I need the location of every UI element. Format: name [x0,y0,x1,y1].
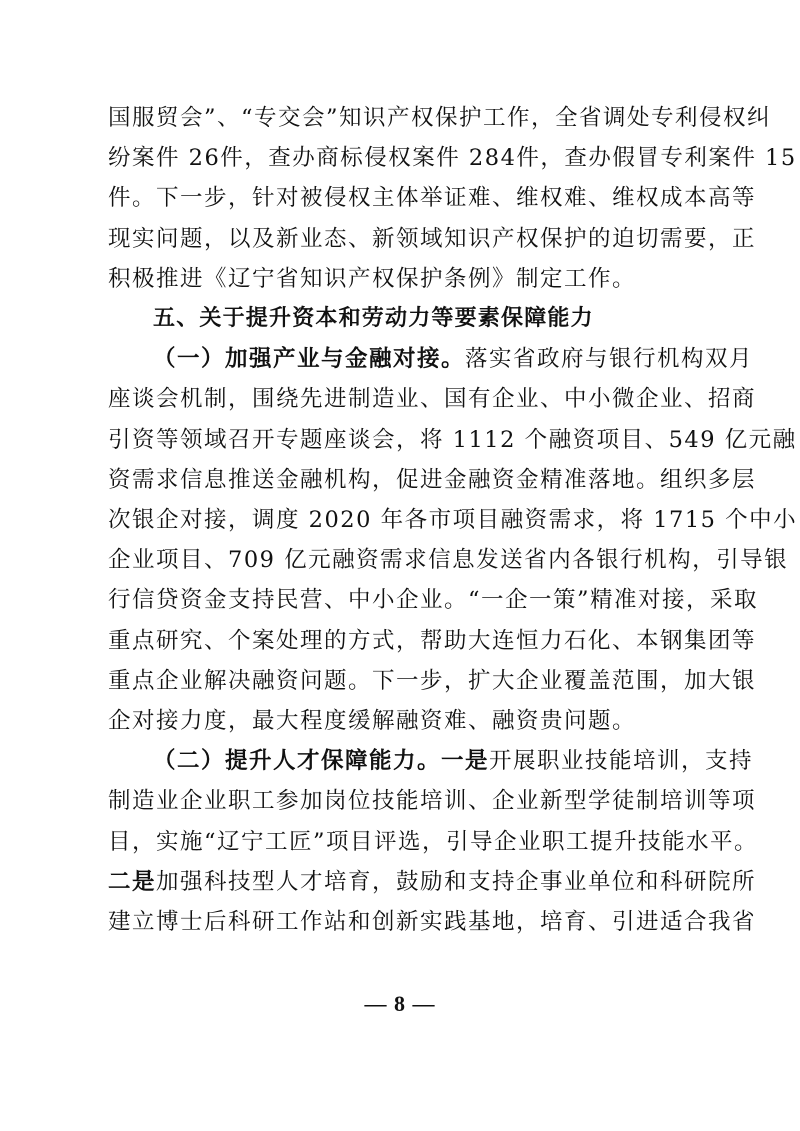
text-line: 制造业企业职工参加岗位技能培训、企业新型学徒制培训等项 [108,788,757,815]
text-line: 行信贷资金支持民营、中小企业。“一企一策”精准对接，采取 [108,587,759,614]
paragraph-ip-protection [108,98,797,299]
text-line: 纷案件 26件，查办商标侵权案件 284件，查办假冒专利案件 15 [108,145,797,172]
text-line: 引资等领域召开专题座谈会，将 1112 个融资项目、549 亿元融 [108,426,797,453]
text-line: 座谈会机制，围绕先进制造业、国有企业、中小微企业、招商 [108,386,757,413]
text-line: 件。下一步，针对被侵权主体举证难、维权难、维权成本高等 [108,185,757,212]
item-title: （二）提升人才保障能力。 [153,748,442,775]
text-fragment: 开展职业技能培训，支持 [489,748,754,775]
text-line [108,862,757,902]
text-line: 资需求信息推送金融机构，促进金融资金精准落地。组织多层 [108,466,757,493]
section-heading: 五、关于提升资本和劳动力等要素保障能力 [153,306,594,332]
text-fragment: 加强科技型人才培育，鼓励和支持企事业单位和科研院所 [156,868,757,895]
item-title: （一）加强产业与金融对接。 [153,346,466,373]
text-line: 企业项目、709 亿元融资需求信息发送省内各银行机构，引导银 [108,547,789,574]
text-line: 次银企对接，调度 2020 年各市项目融资需求，将 1715 个中小 [108,507,798,534]
paragraph-finance [108,339,798,741]
text-line [108,339,754,379]
page-number: — 8 — [364,991,436,1016]
text-line: 重点研究、个案处理的方式，帮助大连恒力石化、本钢集团等 [108,627,757,654]
text-fragment: 落实省政府与银行机构双月 [465,346,754,373]
text-line: 目，实施“辽宁工匠”项目评选，引导企业职工提升技能水平。 [108,828,759,855]
lead-marker: 二是 [108,868,157,895]
lead-marker: 一是 [441,748,490,775]
text-line: 重点企业解决融资问题。下一步，扩大企业覆盖范围，加大银 [108,667,757,694]
text-line: 国服贸会”、“专交会”知识产权保护工作，全省调处专利侵权纠 [108,105,772,131]
text-line: 建立博士后科研工作站和创新实践基地，培育、引进适合我省 [108,909,757,936]
document-body [108,98,798,942]
text-line: 积极推进《辽宁省知识产权保护条例》制定工作。 [108,265,637,292]
paragraph-talent [108,741,759,942]
text-line: 企对接力度，最大程度缓解融资难、融资贵问题。 [108,708,637,735]
text-line [108,741,754,781]
text-line: 现实问题，以及新业态、新领域知识产权保护的迫切需要，正 [108,225,757,252]
